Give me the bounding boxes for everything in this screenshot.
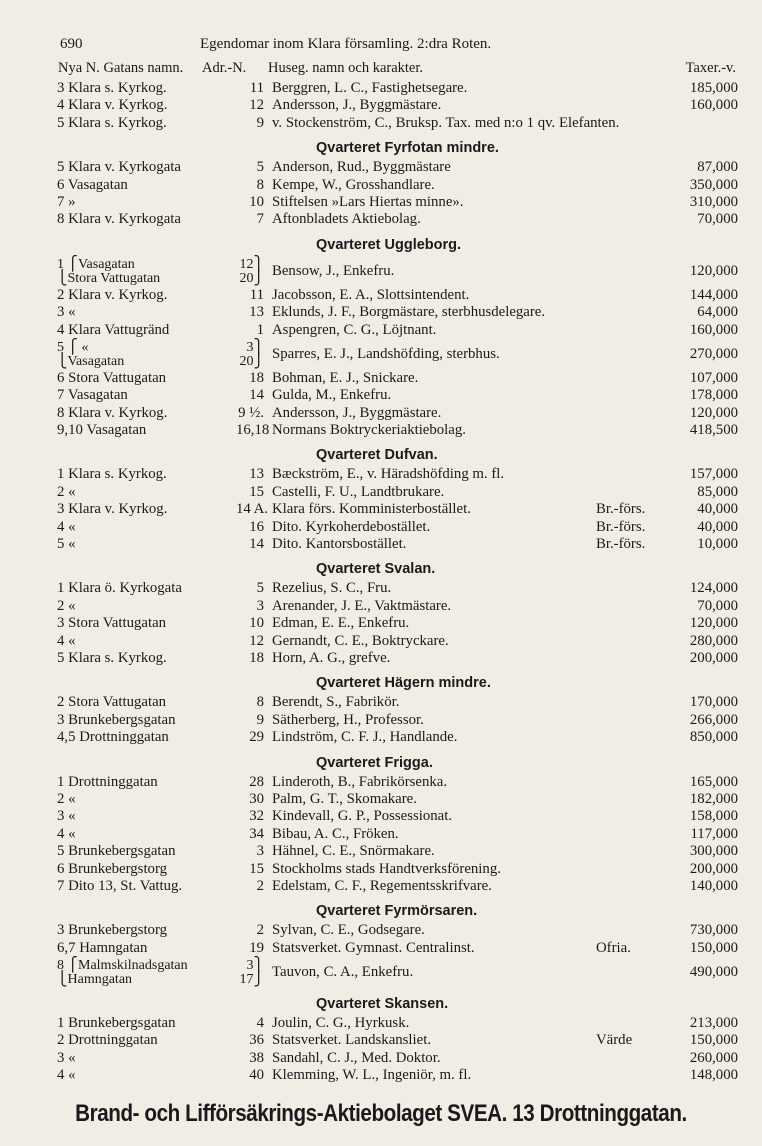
section-title: Qvarteret Fyrmörsaren. (316, 903, 478, 920)
house-number: 13 (249, 466, 264, 483)
address: 2 Stora Vattugatan (57, 694, 167, 711)
address: 3 Klara v. Kyrkog. (57, 501, 168, 518)
address: 4 Klara Vattugränd (57, 321, 170, 338)
house-number: 16 (249, 518, 264, 535)
owner-note: Br.-förs. (596, 518, 646, 535)
owner-note: Br.-förs. (596, 536, 646, 553)
address-line: ⎩Vasagatan (57, 353, 125, 369)
owner-name: Bensow, J., Enkefru. (272, 262, 395, 279)
tax-value: 160,000 (689, 97, 738, 114)
owner-name: Joulin, C. G., Hyrkusk. (272, 1015, 410, 1032)
owner-name: Kempe, W., Grosshandlare. (272, 176, 435, 193)
house-number: 18 (249, 369, 264, 386)
house-number: 3⎫ (246, 958, 264, 974)
owner-name: Gernandt, C. E., Boktryckare. (272, 632, 449, 649)
table-row (0, 826, 762, 843)
tax-value: 165,000 (689, 773, 738, 790)
table-row (0, 115, 762, 132)
house-number: 8 (256, 176, 264, 193)
owner-name: Sparres, E. J., Landshöfding, sterbhus. (272, 345, 500, 362)
table-row (0, 922, 762, 939)
tax-value: 148,000 (689, 1067, 738, 1084)
house-number: 20⎭ (239, 270, 264, 286)
address: 3 Brunkebergstorg (57, 922, 168, 939)
house-number: 7 (256, 211, 264, 228)
table-row (0, 808, 762, 825)
address: 3 « (57, 1049, 76, 1066)
address: 7 » (57, 193, 76, 210)
tax-value: 10,000 (697, 536, 738, 553)
owner-name: Gulda, M., Enkefru. (272, 387, 392, 404)
owner-name: Palm, G. T., Skomakare. (272, 790, 417, 807)
tax-value: 87,000 (697, 159, 738, 176)
address: 1 Klara ö. Kyrkogata (57, 580, 182, 597)
table-row (0, 97, 762, 114)
house-number: 5 (256, 159, 264, 176)
tax-value: 150,000 (689, 939, 738, 956)
table-row (0, 1050, 762, 1067)
house-number: 30 (249, 790, 264, 807)
tax-value: 200,000 (689, 649, 738, 666)
table-row (0, 878, 762, 895)
address: 6 Brunkebergstorg (57, 860, 168, 877)
owner-name: Kindevall, G. P., Possessionat. (272, 808, 453, 825)
table-row (0, 304, 762, 321)
tax-value: 150,000 (689, 1032, 738, 1049)
house-number: 9 ½. (238, 404, 264, 421)
house-number: 3 (256, 597, 264, 614)
table-row (0, 615, 762, 632)
owner-name: Tauvon, C. A., Enkefru. (272, 964, 414, 981)
owner-name: Edelstam, C. F., Regementsskrifvare. (272, 877, 492, 894)
house-number: 18 (249, 649, 264, 666)
table-row (0, 650, 762, 667)
owner-name: Castelli, F. U., Landtbrukare. (272, 483, 445, 500)
owner-name: Andersson, J., Byggmästare. (272, 404, 442, 421)
table-row (0, 580, 762, 597)
table-row (0, 322, 762, 339)
address: 6 Stora Vattugatan (57, 369, 167, 386)
owner-note: Br.-förs. (596, 501, 646, 518)
table-row (0, 194, 762, 211)
table-row (0, 791, 762, 808)
owner-name: Andersson, J., Byggmästare. (272, 97, 442, 114)
column-header-address: Nya N. Gatans namn. (58, 60, 184, 76)
address: 1 Klara s. Kyrkog. (57, 466, 167, 483)
house-number: 29 (249, 729, 264, 746)
address: 6 Vasagatan (57, 176, 128, 193)
table-row (0, 957, 762, 988)
address: 4,5 Drottninggatan (57, 729, 169, 746)
house-number: 14 A. (236, 501, 269, 518)
house-number: 4 (256, 1015, 264, 1032)
table-row (0, 339, 762, 370)
address: 3 Stora Vattugatan (57, 615, 167, 632)
owner-name: Stiftelsen »Lars Hiertas minne». (272, 193, 464, 210)
address: 8 Klara v. Kyrkogata (57, 211, 181, 228)
owner-name: Anderson, Rud., Byggmästare (272, 159, 451, 176)
tax-value: 140,000 (689, 877, 738, 894)
section-title: Qvarteret Skansen. (316, 996, 449, 1013)
house-number: 36 (249, 1032, 264, 1049)
address: 9,10 Vasagatan (57, 422, 147, 439)
address: 7 Vasagatan (57, 387, 128, 404)
owner-name: Sätherberg, H., Professor. (272, 711, 424, 728)
owner-name: Bohman, E. J., Snickare. (272, 369, 419, 386)
section-title: Qvarteret Hägern mindre. (316, 675, 491, 692)
owner-name: Aftonbladets Aktiebolag. (272, 211, 421, 228)
table-row (0, 370, 762, 387)
address: 5 Klara v. Kyrkogata (57, 159, 181, 176)
owner-name: Stockholms stads Handtverksförening. (272, 860, 501, 877)
house-number: 11 (249, 80, 264, 96)
table-row (0, 519, 762, 536)
tax-value: 120,000 (689, 262, 738, 279)
house-number: 2 (256, 922, 264, 939)
owner-name: Berendt, S., Fabrikör. (272, 694, 400, 711)
address: 5 Brunkebergsgatan (57, 843, 176, 860)
address: 2 « (57, 597, 76, 614)
table-row (0, 501, 762, 518)
section-title: Qvarteret Frigga. (316, 754, 433, 771)
address: 3 Brunkebergsgatan (57, 711, 176, 728)
table-row (0, 1032, 762, 1049)
column-header-owner: Huseg. namn och karakter. (268, 60, 424, 76)
tax-value: 185,000 (689, 80, 738, 96)
house-number: 3 (256, 843, 264, 860)
table-row (0, 1067, 762, 1084)
address: 3 « (57, 808, 76, 825)
table-row (0, 598, 762, 615)
owner-name: Klara förs. Komministerbostället. (272, 501, 471, 518)
house-number: 15 (249, 483, 264, 500)
table-row (0, 861, 762, 878)
owner-name: Horn, A. G., grefve. (272, 649, 391, 666)
address: 4 « (57, 825, 76, 842)
house-number: 9 (256, 711, 264, 728)
tax-value: 70,000 (697, 597, 738, 614)
house-number: 5 (256, 580, 264, 597)
tax-value: 270,000 (689, 345, 738, 362)
page-number: 690 (60, 36, 83, 52)
table-row (0, 211, 762, 228)
tax-value: 850,000 (689, 729, 738, 746)
tax-value: 40,000 (697, 518, 738, 535)
owner-name: Klemming, W. L., Ingeniör, m. fl. (272, 1067, 472, 1084)
house-number: 17⎭ (239, 972, 264, 988)
address: 2 Drottninggatan (57, 1032, 158, 1049)
owner-name: Rezelius, S. C., Fru. (272, 580, 392, 597)
address: 4 « (57, 1067, 76, 1084)
owner-name: Hähnel, C. E., Snörmakare. (272, 843, 435, 860)
address: 1 Brunkebergsgatan (57, 1015, 176, 1032)
section-title: Qvarteret Svalan. (316, 561, 436, 578)
tax-value: 107,000 (689, 369, 738, 386)
house-number: 2 (256, 877, 264, 894)
table-row (0, 694, 762, 711)
tax-value: 310,000 (689, 193, 738, 210)
tax-value: 178,000 (689, 387, 738, 404)
owner-name: Edman, E. E., Enkefru. (272, 615, 410, 632)
footer-advertisement: Brand- och Lifförsäkrings-Aktiebolaget SVEA. 13 Drottninggatan. (75, 1100, 687, 1127)
tax-value: 260,000 (689, 1049, 738, 1066)
tax-value: 418,500 (689, 422, 738, 439)
tax-value: 160,000 (689, 321, 738, 338)
address: 3 Klara s. Kyrkog. (57, 80, 167, 96)
owner-name: v. Stockenström, C., Bruksp. Tax. med n:o 1 qv. Elefanten. (272, 114, 620, 131)
column-header-tax: Taxer.-v. (685, 60, 736, 76)
tax-value: 120,000 (689, 615, 738, 632)
section-title: Qvarteret Uggleborg. (316, 236, 462, 253)
owner-name: Sylvan, C. E., Godsegare. (272, 922, 425, 939)
house-number: 40 (249, 1067, 264, 1084)
house-number: 9 (256, 114, 264, 131)
house-number: 11 (249, 286, 264, 303)
house-number: 32 (249, 808, 264, 825)
tax-value: 70,000 (697, 211, 738, 228)
tax-value: 730,000 (689, 922, 738, 939)
owner-name: Sandahl, C. J., Med. Doktor. (272, 1049, 441, 1066)
address-line: 8 ⎧Malmskilnadsgatan (57, 958, 188, 974)
tax-value: 158,000 (689, 808, 738, 825)
tax-value: 490,000 (689, 964, 738, 981)
table-row (0, 536, 762, 553)
owner-name: Normans Boktryckeriaktiebolag. (272, 422, 466, 439)
owner-name: Statsverket. Landskansliet. (272, 1032, 432, 1049)
house-number: 20⎭ (239, 353, 264, 369)
house-number: 14 (249, 387, 264, 404)
tax-value: 200,000 (689, 860, 738, 877)
table-row (0, 422, 762, 439)
owner-name: Berggren, L. C., Fastighetsegare. (272, 80, 468, 96)
tax-value: 144,000 (689, 286, 738, 303)
table-row (0, 712, 762, 729)
owner-name: Aspengren, C. G., Löjtnant. (272, 321, 437, 338)
address: 2 « (57, 790, 76, 807)
tax-value: 124,000 (689, 580, 738, 597)
tax-value: 120,000 (689, 404, 738, 421)
owner-name: Statsverket. Gymnast. Centralinst. (272, 939, 475, 956)
tax-value: 170,000 (689, 694, 738, 711)
house-number: 34 (249, 825, 264, 842)
tax-value: 40,000 (697, 501, 738, 518)
address: 7 Dito 13, St. Vattug. (57, 877, 183, 894)
table-row (0, 256, 762, 287)
address: 3 « (57, 304, 76, 321)
table-row (0, 177, 762, 194)
table-row (0, 287, 762, 304)
owner-note: Ofria. (596, 939, 631, 956)
tax-value: 157,000 (689, 466, 738, 483)
section-title: Qvarteret Fyrfotan mindre. (316, 140, 499, 157)
address: 5 « (57, 536, 76, 553)
address: 2 Klara v. Kyrkog. (57, 286, 168, 303)
tax-value: 266,000 (689, 711, 738, 728)
tax-value: 300,000 (689, 843, 738, 860)
tax-value: 350,000 (689, 176, 738, 193)
table-row (0, 940, 762, 957)
table-row (0, 466, 762, 483)
address: 5 Klara s. Kyrkog. (57, 114, 167, 131)
house-number: 16,18 (236, 422, 270, 439)
owner-name: Linderoth, B., Fabrikörsenka. (272, 773, 448, 790)
owner-name: Dito. Kyrkoherdebostället. (272, 518, 431, 535)
address: 4 « (57, 518, 76, 535)
address: 4 « (57, 632, 76, 649)
house-number: 28 (249, 773, 264, 790)
table-row (0, 633, 762, 650)
house-number: 12⎫ (239, 256, 264, 272)
table-row (0, 80, 762, 97)
owner-name: Jacobsson, E. A., Slottsintendent. (272, 286, 470, 303)
owner-note: Värde (596, 1032, 633, 1049)
address: 1 Drottninggatan (57, 773, 158, 790)
tax-value: 280,000 (689, 632, 738, 649)
owner-name: Dito. Kantorsbostället. (272, 536, 407, 553)
table-row (0, 484, 762, 501)
table-row (0, 729, 762, 746)
address: 2 « (57, 483, 76, 500)
owner-name: Lindström, C. F. J., Handlande. (272, 729, 458, 746)
house-number: 1 (256, 321, 264, 338)
table-row (0, 387, 762, 404)
table-row (0, 843, 762, 860)
table-row (0, 774, 762, 791)
column-header-adr: Adr.-N. (202, 60, 247, 76)
owner-name: Eklunds, J. F., Borgmästare, sterbhusdelegare. (272, 304, 546, 321)
house-number: 19 (249, 939, 264, 956)
house-number: 12 (249, 97, 264, 114)
owner-name: Bæckström, E., v. Häradshöfding m. fl. (272, 466, 505, 483)
table-row (0, 405, 762, 422)
house-number: 12 (249, 632, 264, 649)
house-number: 14 (249, 536, 264, 553)
house-number: 10 (249, 615, 264, 632)
address: 6,7 Hamngatan (57, 939, 148, 956)
owner-name: Bibau, A. C., Fröken. (272, 825, 399, 842)
owner-name: Arenander, J. E., Vaktmästare. (272, 597, 452, 614)
section-title: Qvarteret Dufvan. (316, 447, 438, 464)
house-number: 8 (256, 694, 264, 711)
house-number: 10 (249, 193, 264, 210)
tax-value: 117,000 (690, 825, 738, 842)
house-number: 38 (249, 1049, 264, 1066)
address: 4 Klara v. Kyrkog. (57, 97, 168, 114)
table-row (0, 1015, 762, 1032)
page-title: Egendomar inom Klara församling. 2:dra Roten. (200, 36, 492, 52)
address: 8 Klara v. Kyrkog. (57, 404, 168, 421)
address-line: 1 ⎧Vasagatan (57, 256, 135, 272)
tax-value: 64,000 (697, 304, 738, 321)
address-line: ⎩Hamngatan (57, 972, 133, 988)
tax-value: 213,000 (689, 1015, 738, 1032)
address-line: ⎩Stora Vattugatan (57, 270, 161, 286)
tax-value: 85,000 (697, 483, 738, 500)
house-number: 3⎫ (246, 339, 264, 355)
address-line: 5 ⎧ « (57, 339, 89, 355)
house-number: 15 (249, 860, 264, 877)
address: 5 Klara s. Kyrkog. (57, 649, 167, 666)
tax-value: 182,000 (689, 790, 738, 807)
house-number: 13 (249, 304, 264, 321)
directory-listing (0, 80, 762, 1085)
table-row (0, 159, 762, 176)
